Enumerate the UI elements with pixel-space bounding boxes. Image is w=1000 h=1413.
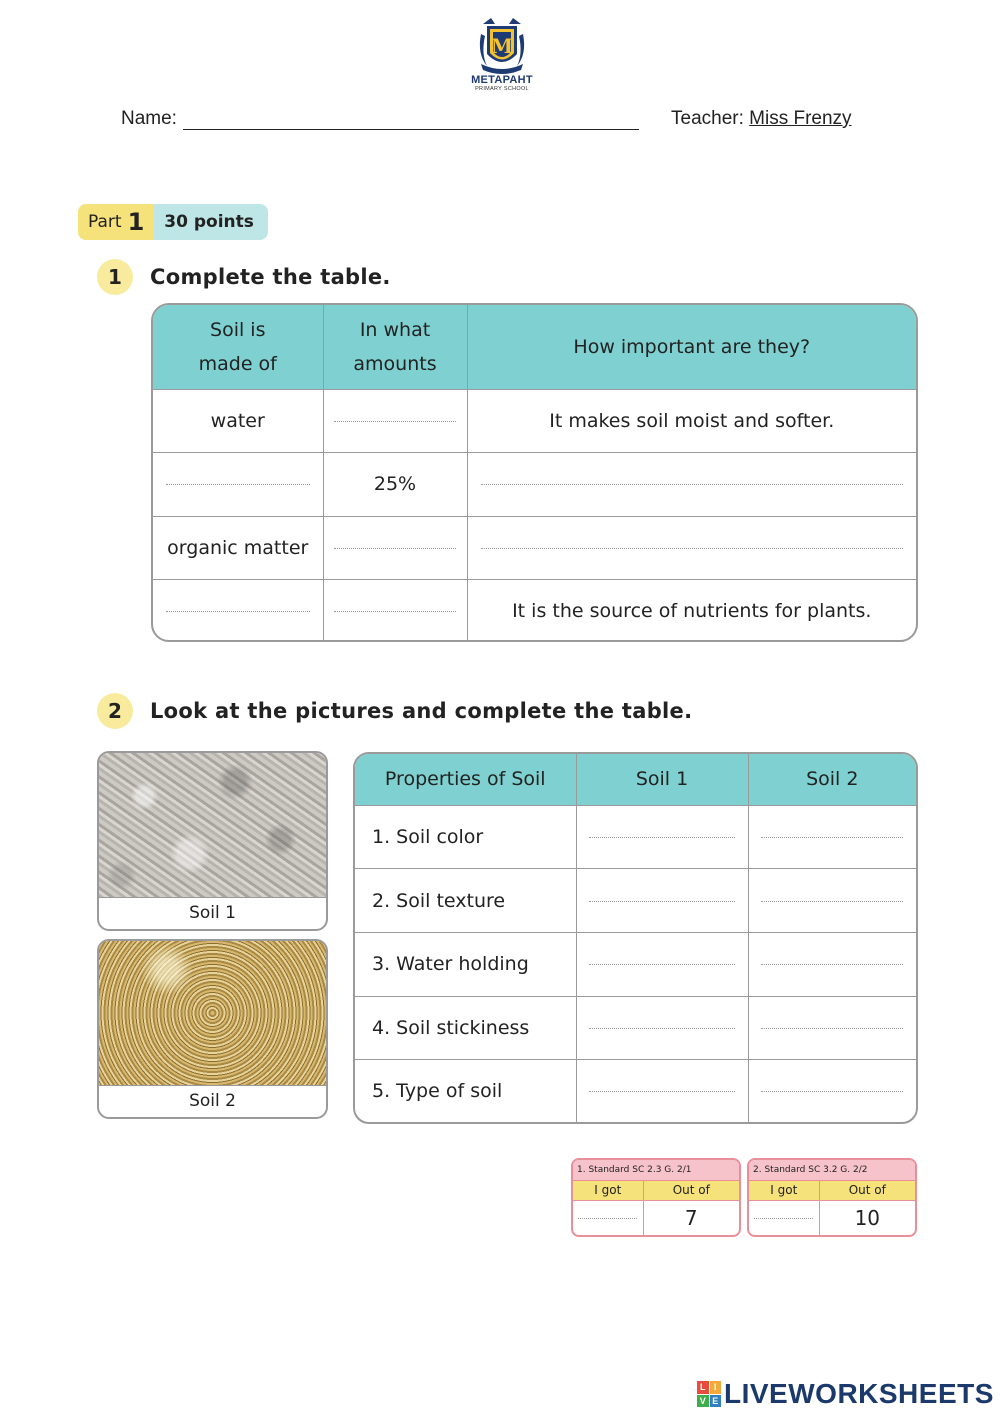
soil-composition-table [151,303,918,642]
answer-blank[interactable] [323,579,467,642]
answer-blank[interactable] [576,869,748,933]
liveworksheets-watermark [697,1378,994,1410]
table-row [153,516,916,579]
part-number: 1 [127,208,145,236]
table-row [355,1060,916,1122]
score-out-label: Out of [643,1180,739,1200]
soil-2-caption: Soil 2 [99,1085,326,1117]
teacher-row [671,108,852,130]
score-standard-1: 1. Standard SC 2.3 G. 2/1 [573,1160,739,1180]
part-label-text: Part [88,212,122,232]
logo-name: METAPAHT [471,74,533,86]
soil-2-image [99,941,326,1085]
score-block-2 [747,1158,917,1237]
question-1-title: Complete the table. [150,265,391,289]
soil-1-image [99,753,326,897]
school-logo [462,14,542,104]
table-header-row [355,754,916,805]
student-name-row [121,108,639,130]
answer-blank[interactable] [153,452,323,516]
answer-blank[interactable] [323,516,467,579]
svg-text:M: M [490,34,514,58]
score-out-value: 10 [854,1206,881,1231]
header-importance: How important are they? [467,305,916,389]
soil-2-picture [97,939,328,1119]
cell-made-of: water [153,389,323,452]
part-label [78,204,154,240]
property-label: 3. Water holding [355,932,576,996]
score-block-1 [571,1158,741,1237]
school-crest-icon [473,14,531,76]
header-made-of: Soil is made of [153,305,323,389]
header-amounts: In what amounts [323,305,467,389]
answer-blank[interactable] [748,996,916,1060]
table-row [153,579,916,642]
score-got-label: I got [573,1180,643,1200]
answer-blank[interactable] [467,452,916,516]
name-input-line[interactable] [183,110,639,130]
logo-subtitle: PRIMARY SCHOOL [475,86,529,92]
question-1-heading [97,259,391,295]
property-label: 1. Soil color [355,805,576,869]
name-label: Name: [121,108,177,129]
header-soil-1: Soil 1 [576,754,748,805]
liveworksheets-logo-icon: L I V E [697,1381,721,1407]
answer-blank[interactable] [153,579,323,642]
score-out-value: 7 [684,1206,698,1231]
soil-1-caption: Soil 1 [99,897,326,929]
soil-properties-table [353,752,918,1124]
answer-blank[interactable] [576,805,748,869]
answer-blank[interactable] [576,996,748,1060]
question-1-number: 1 [97,259,133,295]
table-row [355,869,916,933]
answer-blank[interactable] [576,932,748,996]
score-got-blank[interactable] [749,1200,819,1236]
question-2-number: 2 [97,693,133,729]
table-header-row [153,305,916,389]
answer-blank[interactable] [323,389,467,452]
cell-made-of: organic matter [153,516,323,579]
teacher-name: Miss Frenzy [749,108,852,129]
header-soil-2: Soil 2 [748,754,916,805]
soil-1-picture [97,751,328,931]
part-points: 30 points [154,204,268,240]
property-label: 5. Type of soil [355,1060,576,1122]
answer-blank[interactable] [748,869,916,933]
liveworksheets-text: LIVEWORKSHEETS [724,1378,994,1409]
score-got-label: I got [749,1180,819,1200]
cell-importance: It is the source of nutrients for plants. [512,599,872,622]
answer-blank[interactable] [748,805,916,869]
table-row [355,805,916,869]
answer-blank[interactable] [748,932,916,996]
property-label: 4. Soil stickiness [355,996,576,1060]
answer-blank[interactable] [576,1060,748,1122]
score-box [571,1158,917,1237]
answer-blank[interactable] [467,516,916,579]
question-2-title: Look at the pictures and complete the table. [150,699,693,723]
answer-blank[interactable] [748,1060,916,1122]
part-badge [78,204,268,240]
score-got-blank[interactable] [573,1200,643,1236]
cell-amount: 25% [323,452,467,516]
table-row [153,452,916,516]
table-row [355,932,916,996]
score-out-label: Out of [819,1180,915,1200]
table-row [153,389,916,452]
question-2-heading [97,693,692,729]
header-properties: Properties of Soil [355,754,576,805]
property-label: 2. Soil texture [355,869,576,933]
teacher-label: Teacher: [671,108,744,129]
table-row [355,996,916,1060]
score-standard-2: 2. Standard SC 3.2 G. 2/2 [749,1160,915,1180]
cell-importance: It makes soil moist and softer. [467,389,916,452]
